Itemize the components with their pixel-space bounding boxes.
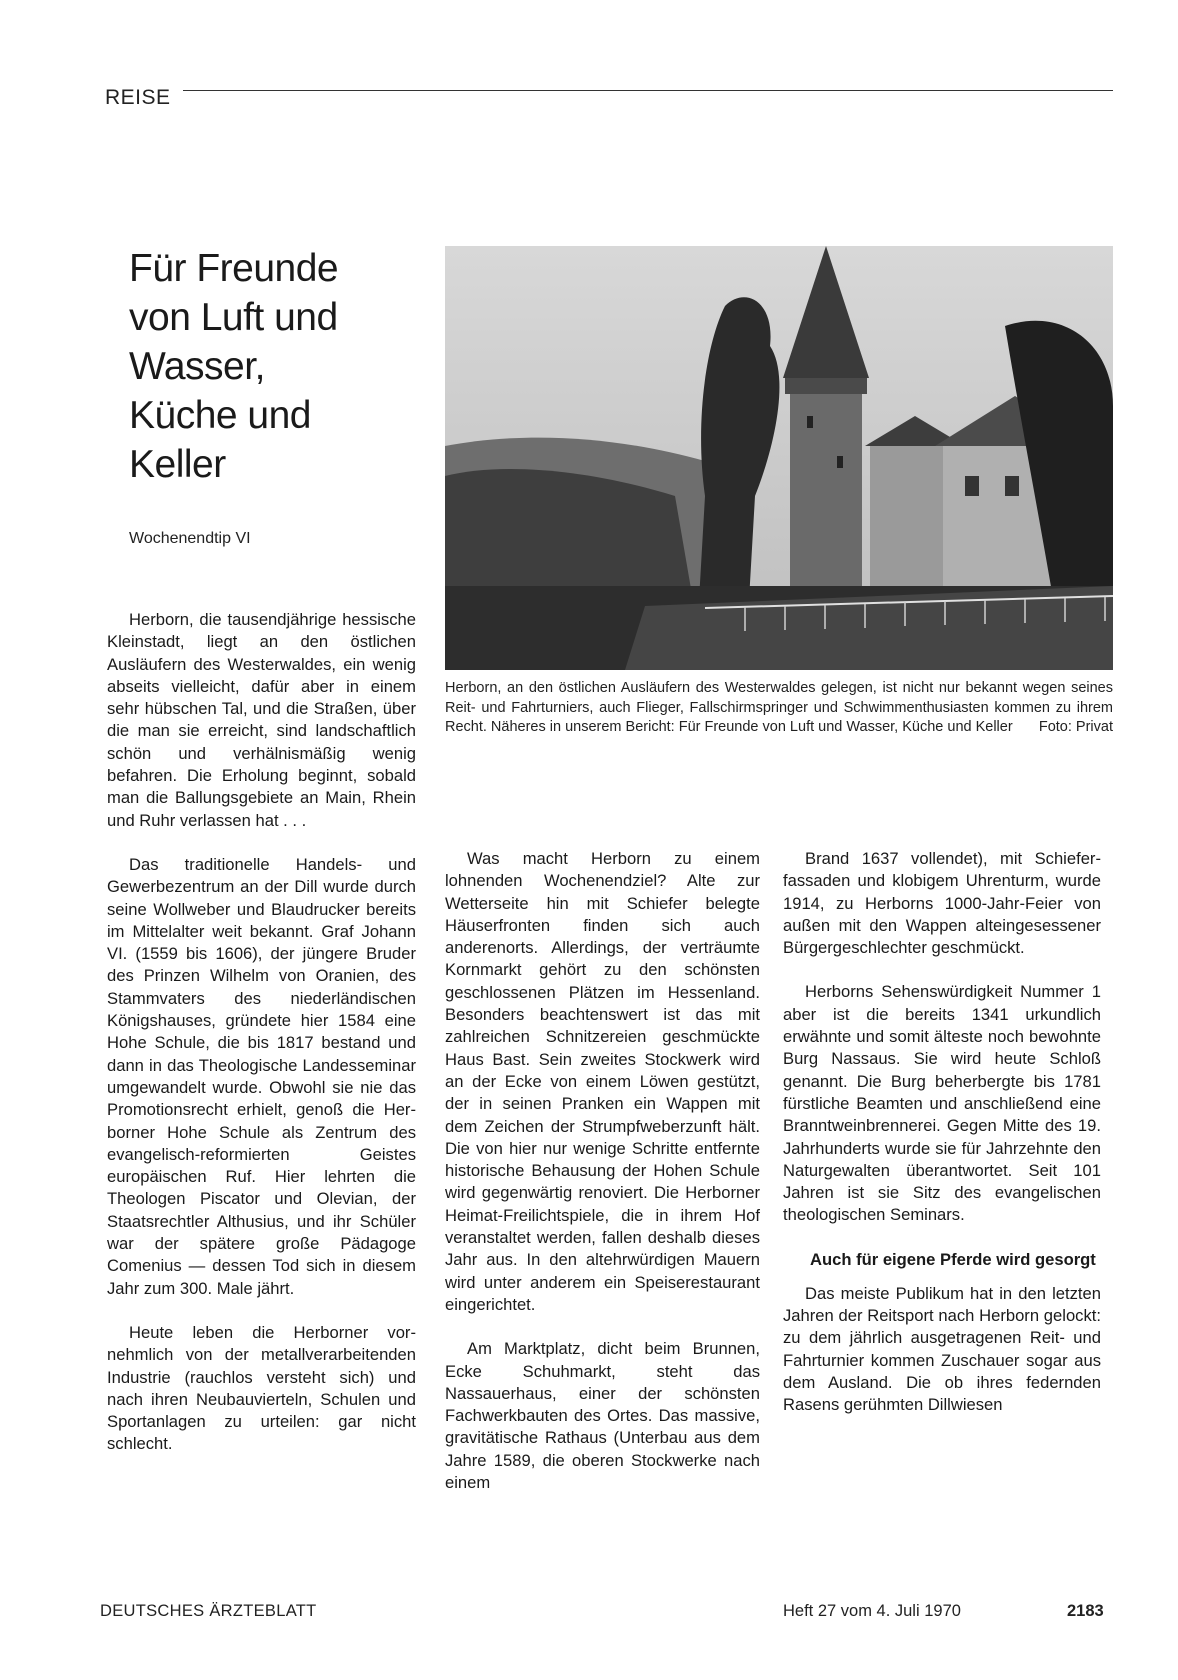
issue-info: Heft 27 vom 4. Juli 1970 (783, 1602, 961, 1620)
paragraph: Das meiste Publikum hat in den letzten Jahren der Reitsport nach Herborn gelockt: zu dem jährlich ausgetragenen Reit- und Fahrturnier kommen Zuschauer sogar aus dem Ausland. Die ob ihres federnden Rasens gerühmten Dillwiesen (783, 1283, 1101, 1415)
paragraph: Herborns Sehenswürdigkeit Nummer 1 aber ist die bereits 1341 urkundlich erwähnte und somit älteste noch bewohnte Burg Nassaus. Sie wird heute Schloß genannt. Die Burg beherbergte bis 1781 fürstliche Beamten und anschließend eine Branntweinbrennerei. Gegen Mitte des 19. Jahrhunderts wurde sie für Jahrzehnte den Naturgewalten überantwortet. Seit 101 Jahren ist sie Sitz des evangelischen theologischen Seminars. (783, 982, 1101, 1225)
section-rule (183, 90, 1113, 91)
subheading: Auch für eigene Pferde wird gesorgt (810, 1249, 1096, 1269)
herborn-photo (445, 246, 1113, 670)
headline-line: Wasser, (129, 345, 265, 388)
photo-caption (445, 679, 1113, 738)
paragraph: Das traditionelle Handels- und Gewerbezentrum an der Dill wurde durch seine Wollweber und Blaudrucker bereits im Mittelalter weit bekannt. Graf Johann VI. (1559 bis 1606), der jüngere Bruder des Prinzen Wilhelm von Oranien, des Stammvaters des niederländischen Königshauses, gründete hier 1584 eine Hohe Schule, die bis 1817 bestand und dann in das Theologische Landesseminar umgewandelt wurde. Obwohl sie nie das Promotionsrecht erhielt, genoß die Herborner Hohe Schule als Zentrum des evangelisch-reformierten Geistes europäischen Ruf. Hier lehrten die Theologen Piscator und Olevian, der Staatsrechtler Althusius, und ihr Schüler war der spätere große Pädagoge Comenius — dessen Tod sich in diesem Jahr zum 300. Male jährt. (107, 854, 416, 1298)
headline-line: von Luft und (129, 296, 338, 339)
caption-text: Herborn, an den östlichen Ausläufern des Westerwaldes gelegen, ist nicht nur bekannt wegen seines Reit- und Fahrturniers, auch Flieger, Fallschirmspringer und Schwimmenthusiasten kommen zu ihrem Recht. Näheres in unserem Bericht: Für Freunde von Luft und Wasser, Küche und Keller (445, 680, 1113, 735)
article-headline (129, 244, 419, 489)
paragraph: Am Marktplatz, dicht beim Brunnen, Ecke Schuhmarkt, steht das Nassauerhaus, einer der schönsten Fachwerkbauten des Ortes. Das massive, gravitätische Rathaus (Unterbau aus dem Jahre 1589, die oberen Stockwerke nach einem (445, 1339, 760, 1493)
publication-name: DEUTSCHES ÄRZTEBLATT (100, 1602, 317, 1620)
headline-line: Küche und (129, 394, 311, 437)
photo-credit: Foto: Privat (1038, 719, 1113, 735)
column-2 (445, 848, 760, 1516)
column-3 (783, 848, 1101, 1439)
paragraph: Was macht Herborn zu einem lohnenden Wochenendziel? Alte zur Wetterseite hin mit Schiefer belegte Häuserfronten finden sich auch anderenorts. Allerdings, der verträumte Kornmarkt gehört zu den schönsten geschlossenen Plätzen im Hessenland. Besonders beachtenswert ist das mit zahlreichen Schnitzereien geschmückte Haus Bast. Sein zweites Stockwerk wird an der Ecke von einem Löwen gestützt, der in seinen Pranken ein Wappen mit dem Zeichen der Strumpfweberzunft hält. Die von hier nur wenige Schritte entfernte historische Behausung der Hohen Schule wird gegenwärtig renoviert. Die Herborner Heimat-Freilichtspiele, die in ihrem Hof veranstaltet werden, fallen deshalb dieses Jahr aus. In den altehrwürdigen Mauern wird unter anderem ein Speiserestaurant eingerichtet. (445, 849, 760, 1314)
paragraph: Brand 1637 vollendet), mit Schieferfassaden und klobigem Uhrenturm, wurde 1914, zu Herborns 1000-Jahr-Feier von außen mit den Wappen alteingesessener Bürgergeschlechter geschmückt. (783, 849, 1101, 958)
headline-line: Keller (129, 443, 226, 486)
paragraph: Herborn, die tausendjährige hessische Kleinstadt, liegt an den östlichen Ausläufern des Westerwaldes, ein wenig abseits vielleicht, dafür aber in einem sehr hübschen Tal, und die Straßen, über die man sie erreicht, sind landschaftlich schön und verhälnismäßig wenig befahren. Die Erholung beginnt, sobald man die Ballungsgebiete an Main, Rhein und Ruhr verlassen hat . . . (107, 610, 416, 830)
section-label: REISE (105, 86, 171, 109)
paragraph: Heute leben die Herborner vornehmlich von der metallverarbeitenden Industrie (rauchlos versteht sich) und nach ihren Neubauvierteln, Schulen und Sportanlagen zu urteilen: gar nicht schlecht. (107, 1322, 416, 1454)
column-1 (107, 609, 416, 1478)
article-subtitle: Wochenendtip VI (129, 530, 251, 547)
headline-line: Für Freunde (129, 247, 339, 290)
page-number: 2183 (1067, 1602, 1104, 1620)
